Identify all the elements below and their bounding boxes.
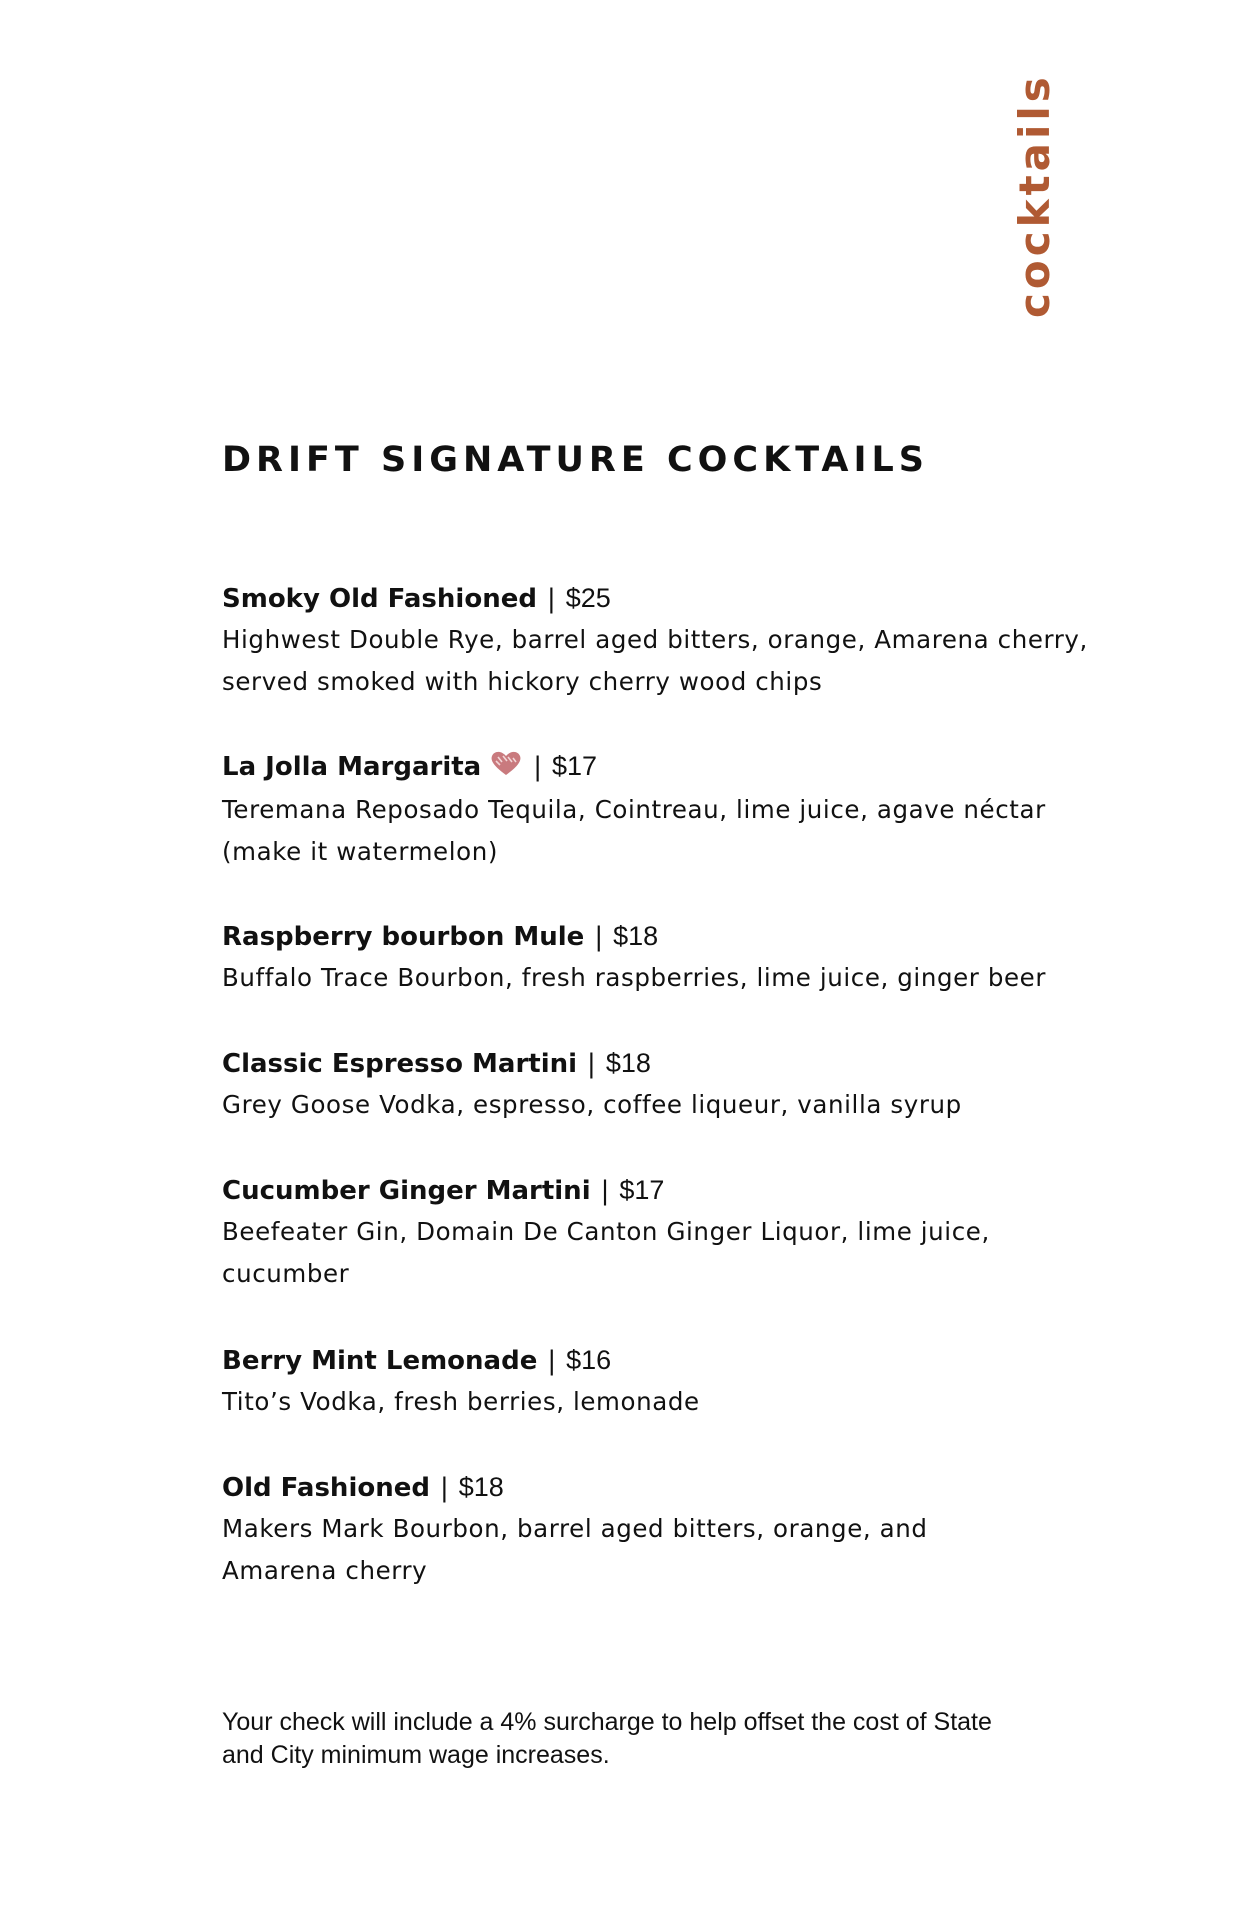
heart-icon [489, 749, 523, 789]
menu-item-description [222, 957, 1122, 999]
price-separator: | [600, 1176, 610, 1206]
note-line: and City minimum wage increases. [222, 1741, 610, 1769]
menu-item-description [222, 1084, 1122, 1126]
menu-item-name: Smoky Old Fashioned [222, 584, 537, 614]
surcharge-note [222, 1706, 1082, 1772]
menu-item [222, 746, 1122, 916]
menu-item-description [222, 789, 1122, 873]
menu-item-header [222, 746, 1122, 789]
note-line: Your check will include a 4% surcharge to help offset the cost of State [222, 1708, 992, 1736]
menu-item-price: $18 [458, 1472, 504, 1502]
price-separator: | [594, 922, 604, 952]
menu-item-header [222, 1467, 1122, 1508]
menu-item [222, 1043, 1122, 1170]
menu-item [222, 1467, 1122, 1592]
menu-item-price: $25 [565, 583, 611, 613]
section-tab-label: cocktails [1010, 73, 1059, 318]
description-line: Grey Goose Vodka, espresso, coffee liqueur, vanilla syrup [222, 1090, 962, 1119]
price-separator: | [546, 584, 556, 614]
menu-item-header [222, 1170, 1122, 1211]
section-tab [1005, 73, 1065, 318]
menu-item-description [222, 1508, 1122, 1592]
menu-item-price: $16 [566, 1345, 612, 1375]
menu-item [222, 916, 1122, 1043]
menu-item-price: $18 [605, 1048, 651, 1078]
description-line: Tito’s Vodka, fresh berries, lemonade [222, 1387, 700, 1416]
description-line: cucumber [222, 1259, 350, 1288]
description-line: Teremana Reposado Tequila, Cointreau, lime juice, agave néctar [222, 795, 1046, 824]
menu-item-description [222, 619, 1122, 703]
description-line: Buffalo Trace Bourbon, fresh raspberries, lime juice, ginger beer [222, 963, 1047, 992]
description-line: Beefeater Gin, Domain De Canton Ginger Liquor, lime juice, [222, 1217, 990, 1246]
description-line: Makers Mark Bourbon, barrel aged bitters, orange, and [222, 1514, 928, 1543]
menu-item [222, 1170, 1122, 1340]
menu-item-name: Berry Mint Lemonade [222, 1346, 538, 1376]
menu-item-description [222, 1381, 1122, 1423]
price-separator: | [533, 752, 542, 782]
price-separator: | [587, 1049, 596, 1079]
menu-item-header [222, 916, 1122, 957]
menu-item-header [222, 1340, 1122, 1381]
menu-item-name: Cucumber Ginger Martini [222, 1176, 591, 1206]
menu-item-header [222, 578, 1122, 619]
description-line: served smoked with hickory cherry wood chips [222, 667, 823, 696]
menu-item-name: Old Fashioned [222, 1473, 430, 1503]
menu-item-name: La Jolla Margarita [222, 752, 482, 782]
menu-item-name: Raspberry bourbon Mule [222, 922, 585, 952]
description-line: Highwest Double Rye, barrel aged bitters, orange, Amarena cherry, [222, 625, 1088, 654]
cocktail-list [222, 578, 1122, 1592]
menu-item-header [222, 1043, 1122, 1084]
description-line: Amarena cherry [222, 1556, 428, 1585]
menu-item-description [222, 1211, 1122, 1295]
menu-item [222, 1340, 1122, 1467]
price-separator: | [439, 1473, 449, 1503]
description-line: (make it watermelon) [222, 837, 499, 866]
menu-title: DRIFT SIGNATURE COCKTAILS [222, 440, 929, 480]
menu-item-price: $18 [613, 921, 659, 951]
menu-item-price: $17 [552, 751, 598, 781]
price-separator: | [547, 1346, 557, 1376]
menu-item-price: $17 [619, 1175, 665, 1205]
menu-item [222, 578, 1122, 746]
menu-item-name: Classic Espresso Martini [222, 1049, 578, 1079]
